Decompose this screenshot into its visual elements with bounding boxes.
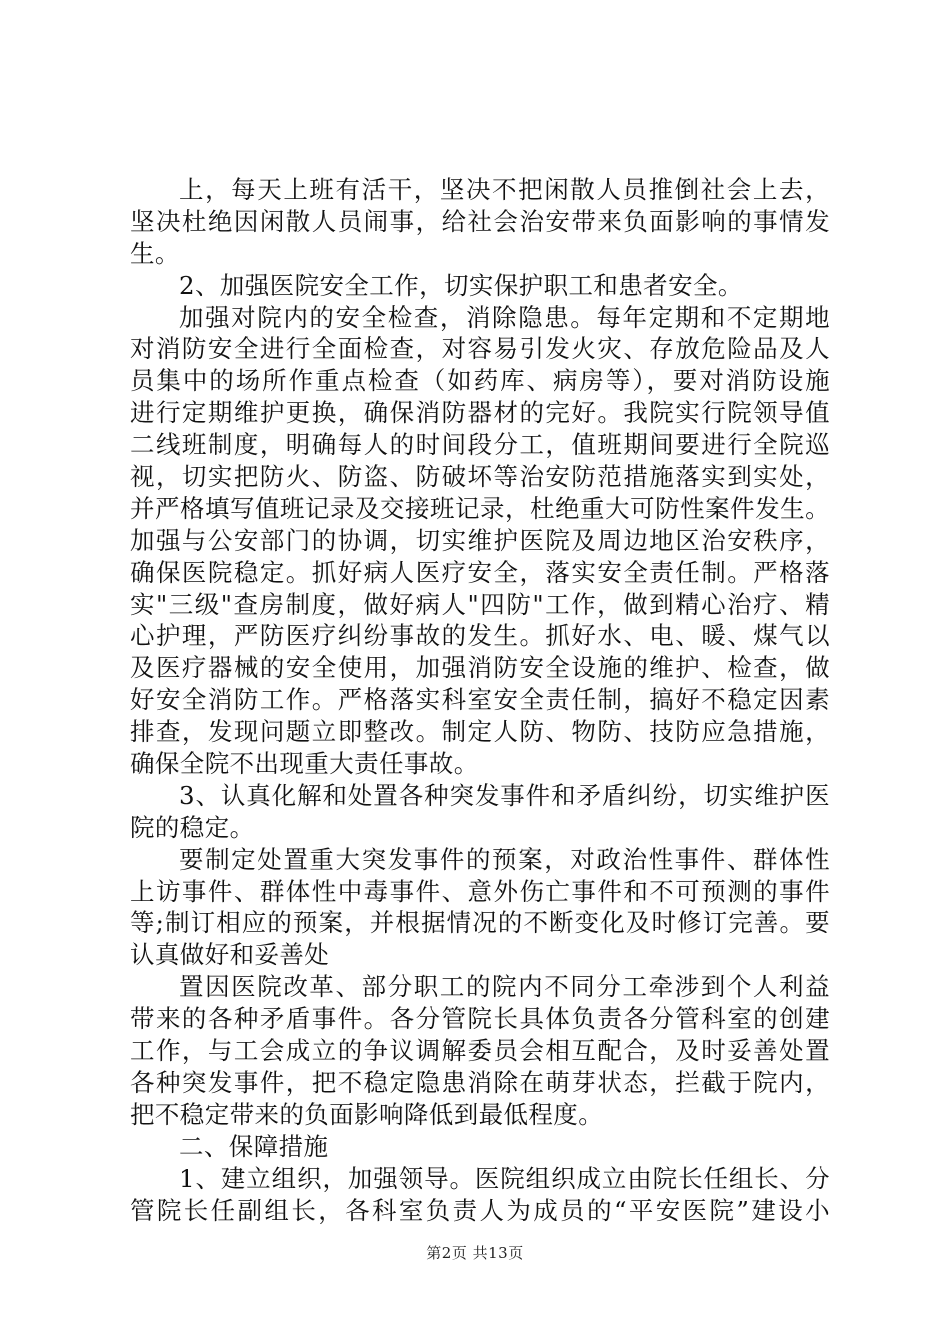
text-line: 加强对院内的安全检查，消除隐患。每年定期和不定期地 [179, 302, 830, 332]
text-line: 排查，发现问题立即整改。制定人防、物防、技防应急措施， [130, 717, 830, 747]
text-line: 各种突发事件，把不稳定隐患消除在萌芽状态，拦截于院内， [130, 1067, 830, 1097]
text-line: 对消防安全进行全面检查，对容易引发火灾、存放危险品及人 [130, 334, 830, 364]
text-line: 院的稳定。 [130, 812, 255, 842]
text-line: 进行定期维护更换，确保消防器材的完好。我院实行院领导值 [130, 398, 830, 428]
text-line: 视，切实把防火、防盗、防破坏等治安防范措施落实到实处， [130, 462, 830, 492]
page-number-footer: 第2页 共13页 [426, 1244, 524, 1262]
text-line: 1、建立组织，加强领导。医院组织成立由院长任组长、分 [179, 1163, 830, 1193]
text-line: 确保医院稳定。抓好病人医疗安全，落实安全责任制。严格落 [130, 557, 830, 587]
text-line: 及医疗器械的安全使用，加强消防安全设施的维护、检查，做 [130, 653, 830, 683]
text-line: 员集中的场所作重点检查（如药库、病房等），要对消防设施 [130, 366, 830, 396]
text-line: 二线班制度，明确每人的时间段分工，值班期间要进行全院巡 [130, 430, 830, 460]
text-line: 把不稳定带来的负面影响降低到最低程度。 [130, 1099, 604, 1129]
text-line: 确保全院不出现重大责任事故。 [130, 749, 479, 779]
document-body [130, 174, 830, 1226]
text-line: 心护理，严防医疗纠纷事故的发生。抓好水、电、暖、煤气以 [130, 621, 830, 651]
text-line: 坚决杜绝因闲散人员闹事，给社会治安带来负面影响的事情发 [130, 206, 830, 236]
text-line: 工作，与工会成立的争议调解委员会相互配合，及时妥善处置 [130, 1036, 830, 1066]
text-line: 带来的各种矛盾事件。各分管院长具体负责各分管科室的创建 [130, 1004, 830, 1034]
text-line: 上，每天上班有活干，坚决不把闲散人员推倒社会上去， [179, 175, 830, 204]
text-line: 3、认真化解和处置各种突发事件和矛盾纠纷，切实维护医 [179, 780, 830, 810]
text-line: 实"三级"查房制度，做好病人"四防"工作，做到精心治疗、精 [130, 589, 830, 619]
text-line: 加强与公安部门的协调，切实维护医院及周边地区治安秩序， [130, 525, 830, 555]
text-line: 生。 [130, 238, 180, 268]
text-line: 好安全消防工作。严格落实科室安全责任制，搞好不稳定因素 [130, 685, 830, 715]
text-line: 二、保障措施 [179, 1131, 329, 1161]
text-line: 2、加强医院安全工作，切实保护职工和患者安全。 [179, 270, 743, 300]
text-line: 认真做好和妥善处 [130, 940, 330, 970]
text-line: 并严格填写值班记录及交接班记录，杜绝重大可防性案件发生。 [130, 493, 830, 523]
text-line: 上访事件、群体性中毒事件、意外伤亡事件和不可预测的事件 [130, 876, 830, 906]
text-line: 置因医院改革、部分职工的院内不同分工牵涉到个人利益 [179, 972, 830, 1002]
text-line: 管院长任副组长，各科室负责人为成员的“平安医院”建设小 [130, 1195, 830, 1225]
text-line: 等;制订相应的预案，并根据情况的不断变化及时修订完善。要 [130, 908, 830, 938]
text-line: 要制定处置重大突发事件的预案，对政治性事件、群体性 [179, 844, 830, 874]
